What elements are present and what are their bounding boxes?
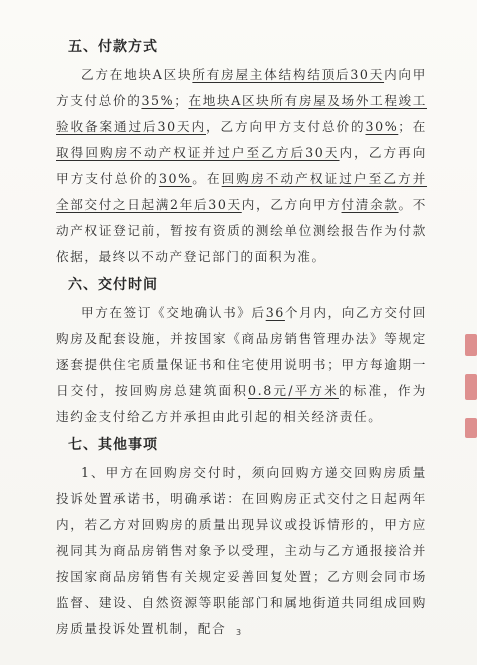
text-run: 内向甲方支付总价的 (56, 67, 427, 108)
section-5-heading: 五、付款方式 (68, 39, 158, 55)
underlined-text: 0.8元/平方米 (248, 383, 339, 398)
text-run: ，乙方向甲方支付总价的 (206, 119, 366, 134)
red-seal-fragment (463, 330, 477, 450)
underlined-text: 取得回购房不动产权证并过户至乙方后30天 (56, 145, 340, 160)
text-run: 甲方在签订《交地确认书》后 (81, 305, 266, 320)
section-5-paragraph (56, 62, 427, 270)
text-run: 。不动产权证登记前，暂按有资质的测绘单位测绘报告作为付款依据，最终以不动产登记部门的面积为准。 (56, 197, 427, 264)
text-run: ； (174, 93, 189, 108)
text-run: 内，乙方向甲方 (241, 197, 342, 212)
text-run: ；在 (398, 119, 427, 134)
underlined-text: 30% (158, 171, 192, 186)
text-run: 个月内，向乙方交付回购房及配套设施，并按国家《商品房销售管理办法》等规定逐套提供住宅质量保证书和住宅使用说明书；甲方每逾期一日交付，按回购房总建筑面积 (56, 305, 427, 398)
text-run: 的标准，作为违约金支付给乙方并承担由此引起的相关经济责任。 (56, 383, 427, 424)
text-run: 。在 (191, 171, 222, 186)
section-7-heading: 七、其他事项 (68, 437, 158, 453)
underlined-text: 30% (365, 119, 399, 134)
text-run: 内，乙方再向甲方支付总价的 (56, 145, 427, 186)
section-6-paragraph (56, 300, 427, 430)
underlined-text: 回购房不动产权证过户至乙方并全部交付之日起满2年后30天 (56, 171, 428, 212)
text-run: 乙方在地块A区块 (81, 67, 193, 82)
section-7-paragraph (56, 460, 427, 642)
document-body (56, 36, 427, 642)
underlined-text: 在地块A区块所有房屋及场外工程竣工验收备案通过后30天内 (56, 93, 427, 134)
underlined-text: 所有房屋主体结构结顶后30天 (192, 67, 385, 82)
page-number: 3 (235, 628, 242, 637)
underlined-text: 付清余款 (341, 197, 399, 212)
underlined-text: 35% (141, 93, 175, 108)
text-run: 1、甲方在回购房交付时，须向回购方递交回购房质量投诉处置承诺书，明确承诺：在回购房正式交付之日起两年内，若乙方对回购房的质量出现异议或投诉情形的，甲方应视同其为商品房销售对象予以受理，主动与乙方通报接洽并按国家商品房销售有关规定妥善回复处置；乙方则会同市场监督、建设、自然资源等职能部门和属地街道共同组成回购房质量投诉处置机制，配合 (56, 465, 427, 636)
underlined-text: 36 (265, 305, 285, 320)
section-6-heading: 六、交付时间 (68, 277, 158, 293)
